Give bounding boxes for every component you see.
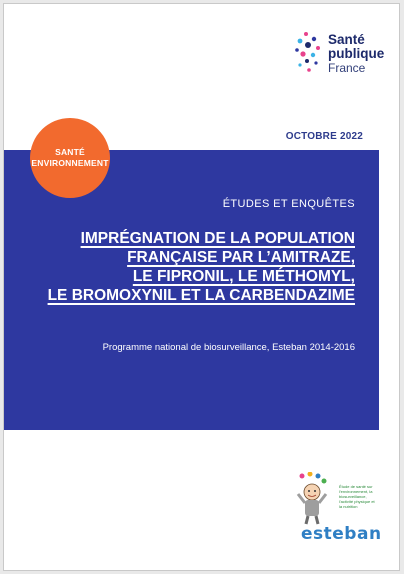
title-line-3: LE FIPRONIL, LE MÉTHOMYL,: [132, 268, 355, 285]
theme-label-line-2: ENVIRONNEMENT: [31, 158, 109, 168]
report-cover: [3, 3, 400, 571]
series-label: ÉTUDES ET ENQUÊTES: [222, 198, 355, 210]
logo-dots-icon: [294, 30, 324, 80]
esteban-caption: Étude de santé sur l'environnement, la biosurveillance, l'activité physique et la nutrition: [339, 484, 375, 509]
theme-badge: [30, 118, 110, 198]
title-line-4: LE BROMOXYNIL ET LA CARBENDAZIME: [47, 287, 355, 304]
esteban-wordmark: esteban: [301, 524, 382, 544]
sante-publique-france-logo: [294, 30, 389, 82]
logo-text-line-1: Santé: [328, 32, 365, 47]
title-line-1: IMPRÉGNATION DE LA POPULATION: [80, 230, 355, 247]
report-title: [35, 229, 355, 305]
logo-text-line-2: publique: [328, 46, 385, 61]
theme-label-line-1: SANTÉ: [55, 147, 85, 157]
publication-date: OCTOBRE 2022: [285, 131, 363, 142]
logo-text-line-3: France: [328, 61, 366, 75]
title-line-2: FRANÇAISE PAR L’AMITRAZE,: [127, 249, 355, 266]
report-subtitle: Programme national de biosurveillance, Esteban 2014-2016: [102, 342, 355, 353]
